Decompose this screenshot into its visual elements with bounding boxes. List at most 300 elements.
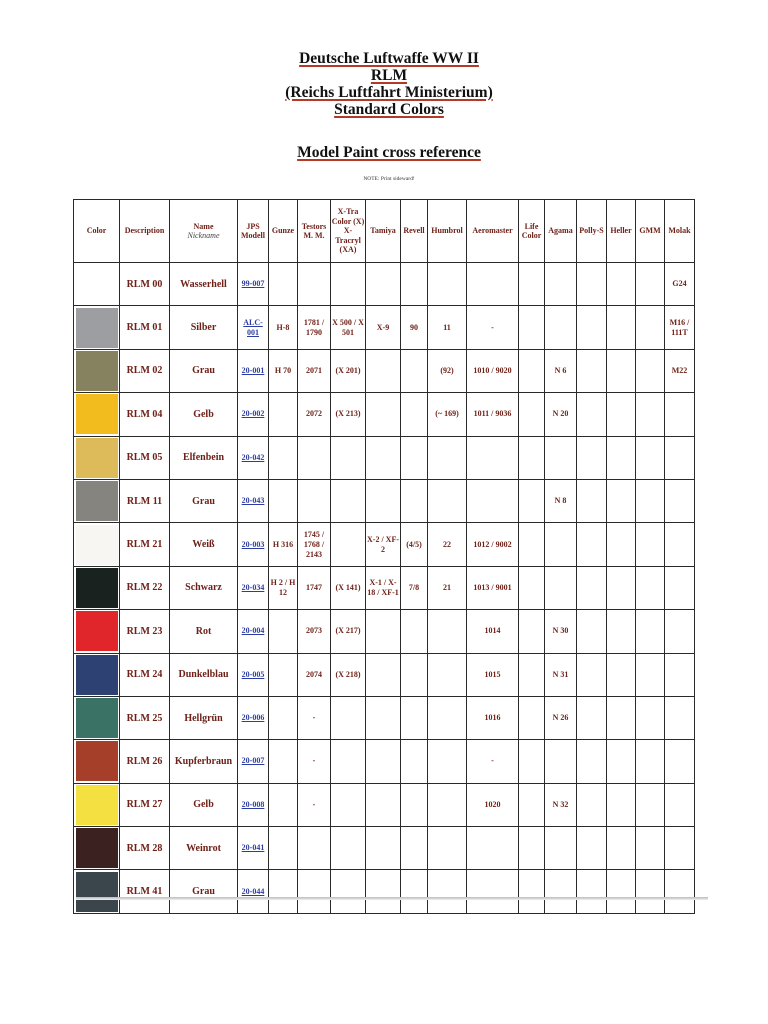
cell-testors: 1747 (298, 566, 331, 609)
color-swatch-cell (74, 479, 120, 522)
cell-jps[interactable]: 20-034 (238, 566, 269, 609)
cell-xtra (331, 523, 366, 566)
color-swatch (76, 438, 118, 478)
cell-humbrol (428, 436, 467, 479)
cell-agama (545, 740, 577, 783)
header-description: Description (120, 200, 170, 263)
color-swatch (76, 785, 118, 825)
cell-gmm (636, 870, 665, 913)
cell-desc: RLM 41 (120, 870, 170, 913)
color-swatch-cell (74, 523, 120, 566)
table-row (74, 870, 695, 913)
cell-desc: RLM 00 (120, 263, 170, 306)
cell-gmm (636, 523, 665, 566)
cell-heller (607, 610, 636, 653)
cell-heller (607, 479, 636, 522)
color-swatch (76, 568, 118, 608)
cell-testors: 2074 (298, 653, 331, 696)
header-molak: Molak (665, 200, 695, 263)
cell-testors: 2072 (298, 393, 331, 436)
cell-aeromaster: 1013 / 9001 (467, 566, 519, 609)
cell-pollys (577, 827, 607, 870)
cell-heller (607, 783, 636, 826)
table-row (74, 306, 695, 349)
title-line-4: Standard Colors (334, 101, 444, 118)
color-swatch-cell (74, 566, 120, 609)
cell-revell (401, 610, 428, 653)
cell-agama: N 6 (545, 349, 577, 392)
cell-tamiya (366, 783, 401, 826)
cell-gunze (269, 783, 298, 826)
cell-gunze (269, 827, 298, 870)
cell-lifecolor (519, 827, 545, 870)
cell-agama (545, 306, 577, 349)
header-color: Color (74, 200, 120, 263)
cell-lifecolor (519, 653, 545, 696)
cell-agama (545, 870, 577, 913)
cell-molak (665, 436, 695, 479)
title-line-3: (Reichs Luftfahrt Ministerium) (285, 84, 493, 101)
color-swatch (76, 741, 118, 781)
cell-agama: N 31 (545, 653, 577, 696)
cell-revell (401, 436, 428, 479)
cell-aeromaster (467, 827, 519, 870)
color-swatch (76, 264, 118, 304)
cell-xtra: (X 213) (331, 393, 366, 436)
table-row (74, 436, 695, 479)
cell-agama: N 30 (545, 610, 577, 653)
color-swatch (76, 481, 118, 521)
cell-gunze (269, 610, 298, 653)
cell-desc: RLM 23 (120, 610, 170, 653)
cell-pollys (577, 610, 607, 653)
document-title (0, 50, 768, 118)
cell-humbrol: (~ 169) (428, 393, 467, 436)
cell-aeromaster: - (467, 740, 519, 783)
color-swatch-cell (74, 870, 120, 913)
table-bottom-shadow (76, 897, 708, 900)
cell-aeromaster: 1011 / 9036 (467, 393, 519, 436)
table-row (74, 827, 695, 870)
cell-xtra (331, 263, 366, 306)
cell-revell (401, 740, 428, 783)
cell-humbrol (428, 740, 467, 783)
cell-name: Dunkelblau (170, 653, 238, 696)
cell-xtra: (X 218) (331, 653, 366, 696)
cell-agama (545, 566, 577, 609)
cell-humbrol (428, 870, 467, 913)
color-swatch (76, 394, 118, 434)
cell-molak: M16 / 111T (665, 306, 695, 349)
cell-revell (401, 479, 428, 522)
cell-molak: G24 (665, 263, 695, 306)
header-testors: Testors M. M. (298, 200, 331, 263)
cell-jps[interactable]: 20-043 (238, 479, 269, 522)
table-row (74, 610, 695, 653)
cell-jps[interactable]: 20-041 (238, 827, 269, 870)
cell-gmm (636, 783, 665, 826)
cell-gunze (269, 479, 298, 522)
cell-jps[interactable]: ALC-001 (238, 306, 269, 349)
document-subtitle: Model Paint cross reference (297, 144, 481, 161)
cell-desc: RLM 21 (120, 523, 170, 566)
cell-pollys (577, 393, 607, 436)
table-header-row (74, 200, 695, 263)
table-row (74, 349, 695, 392)
cell-jps[interactable]: 20-007 (238, 740, 269, 783)
cell-humbrol: 22 (428, 523, 467, 566)
cell-desc: RLM 26 (120, 740, 170, 783)
header-xtra: X-Tra Color (X) X-Tracryl (XA) (331, 200, 366, 263)
table-body (74, 263, 695, 914)
cell-lifecolor (519, 566, 545, 609)
color-swatch (76, 828, 118, 868)
cell-name: Elfenbein (170, 436, 238, 479)
cell-testors (298, 479, 331, 522)
title-line-1: Deutsche Luftwaffe WW II (299, 50, 479, 67)
cell-aeromaster (467, 870, 519, 913)
cell-jps[interactable]: 99-007 (238, 263, 269, 306)
header-revell: Revell (401, 200, 428, 263)
cell-pollys (577, 696, 607, 739)
header-lifecolor: Life Color (519, 200, 545, 263)
color-swatch (76, 698, 118, 738)
cell-jps[interactable]: 20-005 (238, 653, 269, 696)
cell-pollys (577, 783, 607, 826)
cell-desc: RLM 02 (120, 349, 170, 392)
cell-revell: 90 (401, 306, 428, 349)
cell-molak (665, 870, 695, 913)
cell-jps[interactable]: 20-004 (238, 610, 269, 653)
cell-molak (665, 523, 695, 566)
cell-tamiya (366, 479, 401, 522)
cell-heller (607, 696, 636, 739)
color-swatch-cell (74, 263, 120, 306)
print-note: NOTE: Print sideward! (363, 176, 415, 182)
cell-pollys (577, 740, 607, 783)
header-aeromaster: Aeromaster (467, 200, 519, 263)
cell-aeromaster: 1014 (467, 610, 519, 653)
cell-heller (607, 740, 636, 783)
color-swatch (76, 525, 118, 565)
cell-humbrol (428, 827, 467, 870)
cell-xtra: (X 217) (331, 610, 366, 653)
cell-desc: RLM 04 (120, 393, 170, 436)
cell-heller (607, 306, 636, 349)
cell-molak (665, 610, 695, 653)
color-swatch (76, 655, 118, 695)
color-swatch-cell (74, 393, 120, 436)
cell-name: Wasserhell (170, 263, 238, 306)
cell-revell (401, 263, 428, 306)
cell-testors: 1781 / 1790 (298, 306, 331, 349)
cell-gmm (636, 263, 665, 306)
cell-testors: - (298, 740, 331, 783)
cell-tamiya (366, 393, 401, 436)
cell-gunze (269, 653, 298, 696)
cell-aeromaster: 1016 (467, 696, 519, 739)
cell-testors: - (298, 783, 331, 826)
cell-lifecolor (519, 610, 545, 653)
cell-gmm (636, 827, 665, 870)
header-gmm: GMM (636, 200, 665, 263)
cell-xtra (331, 436, 366, 479)
cell-jps[interactable]: 20-002 (238, 393, 269, 436)
cell-molak (665, 783, 695, 826)
cell-name: Kupferbraun (170, 740, 238, 783)
cell-agama (545, 436, 577, 479)
table-row (74, 783, 695, 826)
cell-gunze: H-8 (269, 306, 298, 349)
cell-aeromaster: 1010 / 9020 (467, 349, 519, 392)
header-heller: Heller (607, 200, 636, 263)
cell-pollys (577, 349, 607, 392)
cell-revell (401, 696, 428, 739)
header-gunze: Gunze (269, 200, 298, 263)
cell-lifecolor (519, 783, 545, 826)
cell-gmm (636, 306, 665, 349)
cell-desc: RLM 22 (120, 566, 170, 609)
cell-molak (665, 827, 695, 870)
color-swatch (76, 611, 118, 651)
cell-heller (607, 349, 636, 392)
table-row (74, 566, 695, 609)
cell-tamiya (366, 263, 401, 306)
cell-name: Grau (170, 479, 238, 522)
cell-gmm (636, 436, 665, 479)
header-nickname: Nickname (187, 231, 220, 240)
cell-heller (607, 566, 636, 609)
cell-aeromaster: - (467, 306, 519, 349)
cell-pollys (577, 306, 607, 349)
cell-xtra: X 500 / X 501 (331, 306, 366, 349)
table-row (74, 263, 695, 306)
cell-tamiya: X-2 / XF-2 (366, 523, 401, 566)
cell-pollys (577, 870, 607, 913)
color-swatch-cell (74, 783, 120, 826)
cell-jps[interactable]: 20-042 (238, 436, 269, 479)
cell-testors: 2073 (298, 610, 331, 653)
cell-name: Weinrot (170, 827, 238, 870)
color-swatch-cell (74, 349, 120, 392)
cell-humbrol: 21 (428, 566, 467, 609)
cell-name: Hellgrün (170, 696, 238, 739)
cell-humbrol: (92) (428, 349, 467, 392)
cell-name: Rot (170, 610, 238, 653)
cell-xtra (331, 696, 366, 739)
cell-molak (665, 740, 695, 783)
cell-desc: RLM 05 (120, 436, 170, 479)
cell-aeromaster (467, 263, 519, 306)
cell-testors (298, 827, 331, 870)
cell-aeromaster (467, 436, 519, 479)
cell-molak (665, 653, 695, 696)
color-swatch-cell (74, 827, 120, 870)
cell-tamiya (366, 610, 401, 653)
cell-testors: 2071 (298, 349, 331, 392)
cell-agama (545, 523, 577, 566)
color-swatch-cell (74, 610, 120, 653)
header-tamiya: Tamiya (366, 200, 401, 263)
cell-xtra (331, 479, 366, 522)
cell-humbrol (428, 696, 467, 739)
cell-molak: M22 (665, 349, 695, 392)
cell-lifecolor (519, 696, 545, 739)
cell-lifecolor (519, 740, 545, 783)
cell-desc: RLM 01 (120, 306, 170, 349)
cell-revell (401, 870, 428, 913)
cell-jps[interactable]: 20-008 (238, 783, 269, 826)
cell-revell: (4/5) (401, 523, 428, 566)
cell-revell (401, 393, 428, 436)
cell-desc: RLM 28 (120, 827, 170, 870)
cell-jps[interactable]: 20-003 (238, 523, 269, 566)
header-jps: JPS Modell (238, 200, 269, 263)
header-pollys: Polly-S (577, 200, 607, 263)
cell-testors: - (298, 696, 331, 739)
cell-lifecolor (519, 263, 545, 306)
cell-xtra: (X 201) (331, 349, 366, 392)
cell-desc: RLM 27 (120, 783, 170, 826)
cell-revell (401, 827, 428, 870)
cell-tamiya (366, 436, 401, 479)
cell-tamiya: X-9 (366, 306, 401, 349)
title-line-2: RLM (370, 67, 408, 84)
cell-agama (545, 827, 577, 870)
cell-jps[interactable]: 20-044 (238, 870, 269, 913)
cell-xtra (331, 827, 366, 870)
cell-heller (607, 263, 636, 306)
cell-lifecolor (519, 870, 545, 913)
cell-testors (298, 436, 331, 479)
cell-gunze: H 70 (269, 349, 298, 392)
cell-xtra (331, 870, 366, 913)
cell-agama: N 8 (545, 479, 577, 522)
color-swatch (76, 872, 118, 912)
cell-testors: 1745 / 1768 / 2143 (298, 523, 331, 566)
cell-gmm (636, 393, 665, 436)
cell-humbrol (428, 610, 467, 653)
header-name: Name Nickname (170, 200, 238, 263)
cell-name: Grau (170, 349, 238, 392)
color-swatch-cell (74, 653, 120, 696)
cell-lifecolor (519, 436, 545, 479)
cell-tamiya (366, 696, 401, 739)
color-swatch-cell (74, 306, 120, 349)
cell-humbrol: 11 (428, 306, 467, 349)
cell-pollys (577, 523, 607, 566)
cell-aeromaster (467, 479, 519, 522)
cell-tamiya (366, 349, 401, 392)
cell-gmm (636, 610, 665, 653)
cell-humbrol (428, 263, 467, 306)
cell-pollys (577, 566, 607, 609)
cell-heller (607, 523, 636, 566)
table-row (74, 479, 695, 522)
cell-lifecolor (519, 393, 545, 436)
cell-xtra (331, 740, 366, 783)
cell-desc: RLM 11 (120, 479, 170, 522)
cell-name: Silber (170, 306, 238, 349)
cell-molak (665, 696, 695, 739)
cell-heller (607, 436, 636, 479)
cell-lifecolor (519, 306, 545, 349)
color-swatch-cell (74, 436, 120, 479)
table-row (74, 653, 695, 696)
cell-desc: RLM 24 (120, 653, 170, 696)
cell-gunze: H 2 / H 12 (269, 566, 298, 609)
cell-testors (298, 870, 331, 913)
cell-tamiya (366, 740, 401, 783)
cell-gmm (636, 740, 665, 783)
cell-name: Gelb (170, 393, 238, 436)
cell-jps[interactable]: 20-006 (238, 696, 269, 739)
cell-gmm (636, 479, 665, 522)
cell-tamiya (366, 827, 401, 870)
cell-agama: N 26 (545, 696, 577, 739)
cell-revell (401, 783, 428, 826)
cell-pollys (577, 436, 607, 479)
cell-name: Schwarz (170, 566, 238, 609)
cell-pollys (577, 479, 607, 522)
table-row (74, 393, 695, 436)
cell-heller (607, 870, 636, 913)
cell-heller (607, 653, 636, 696)
color-swatch (76, 351, 118, 391)
table-row (74, 740, 695, 783)
cell-testors (298, 263, 331, 306)
cell-jps[interactable]: 20-001 (238, 349, 269, 392)
cell-humbrol (428, 783, 467, 826)
cell-heller (607, 827, 636, 870)
cell-agama (545, 263, 577, 306)
cell-tamiya (366, 653, 401, 696)
cell-revell (401, 349, 428, 392)
cell-lifecolor (519, 349, 545, 392)
cell-molak (665, 566, 695, 609)
cell-pollys (577, 653, 607, 696)
cell-pollys (577, 263, 607, 306)
cell-gmm (636, 653, 665, 696)
cell-name: Grau (170, 870, 238, 913)
cell-gunze (269, 436, 298, 479)
cell-tamiya (366, 870, 401, 913)
table-row (74, 696, 695, 739)
cell-desc: RLM 25 (120, 696, 170, 739)
cell-name: Gelb (170, 783, 238, 826)
cell-molak (665, 393, 695, 436)
cell-humbrol (428, 653, 467, 696)
cell-aeromaster: 1015 (467, 653, 519, 696)
table-row (74, 523, 695, 566)
cell-gunze (269, 393, 298, 436)
cell-gmm (636, 349, 665, 392)
color-swatch (76, 308, 118, 348)
color-swatch-cell (74, 696, 120, 739)
cell-xtra (331, 783, 366, 826)
cell-gunze (269, 870, 298, 913)
cell-gmm (636, 566, 665, 609)
cell-gunze: H 316 (269, 523, 298, 566)
cell-revell: 7/8 (401, 566, 428, 609)
cell-agama: N 32 (545, 783, 577, 826)
cell-aeromaster: 1020 (467, 783, 519, 826)
cell-gmm (636, 696, 665, 739)
cell-lifecolor (519, 523, 545, 566)
cell-xtra: (X 141) (331, 566, 366, 609)
paint-cross-reference-table (73, 199, 695, 914)
cell-name: Weiß (170, 523, 238, 566)
